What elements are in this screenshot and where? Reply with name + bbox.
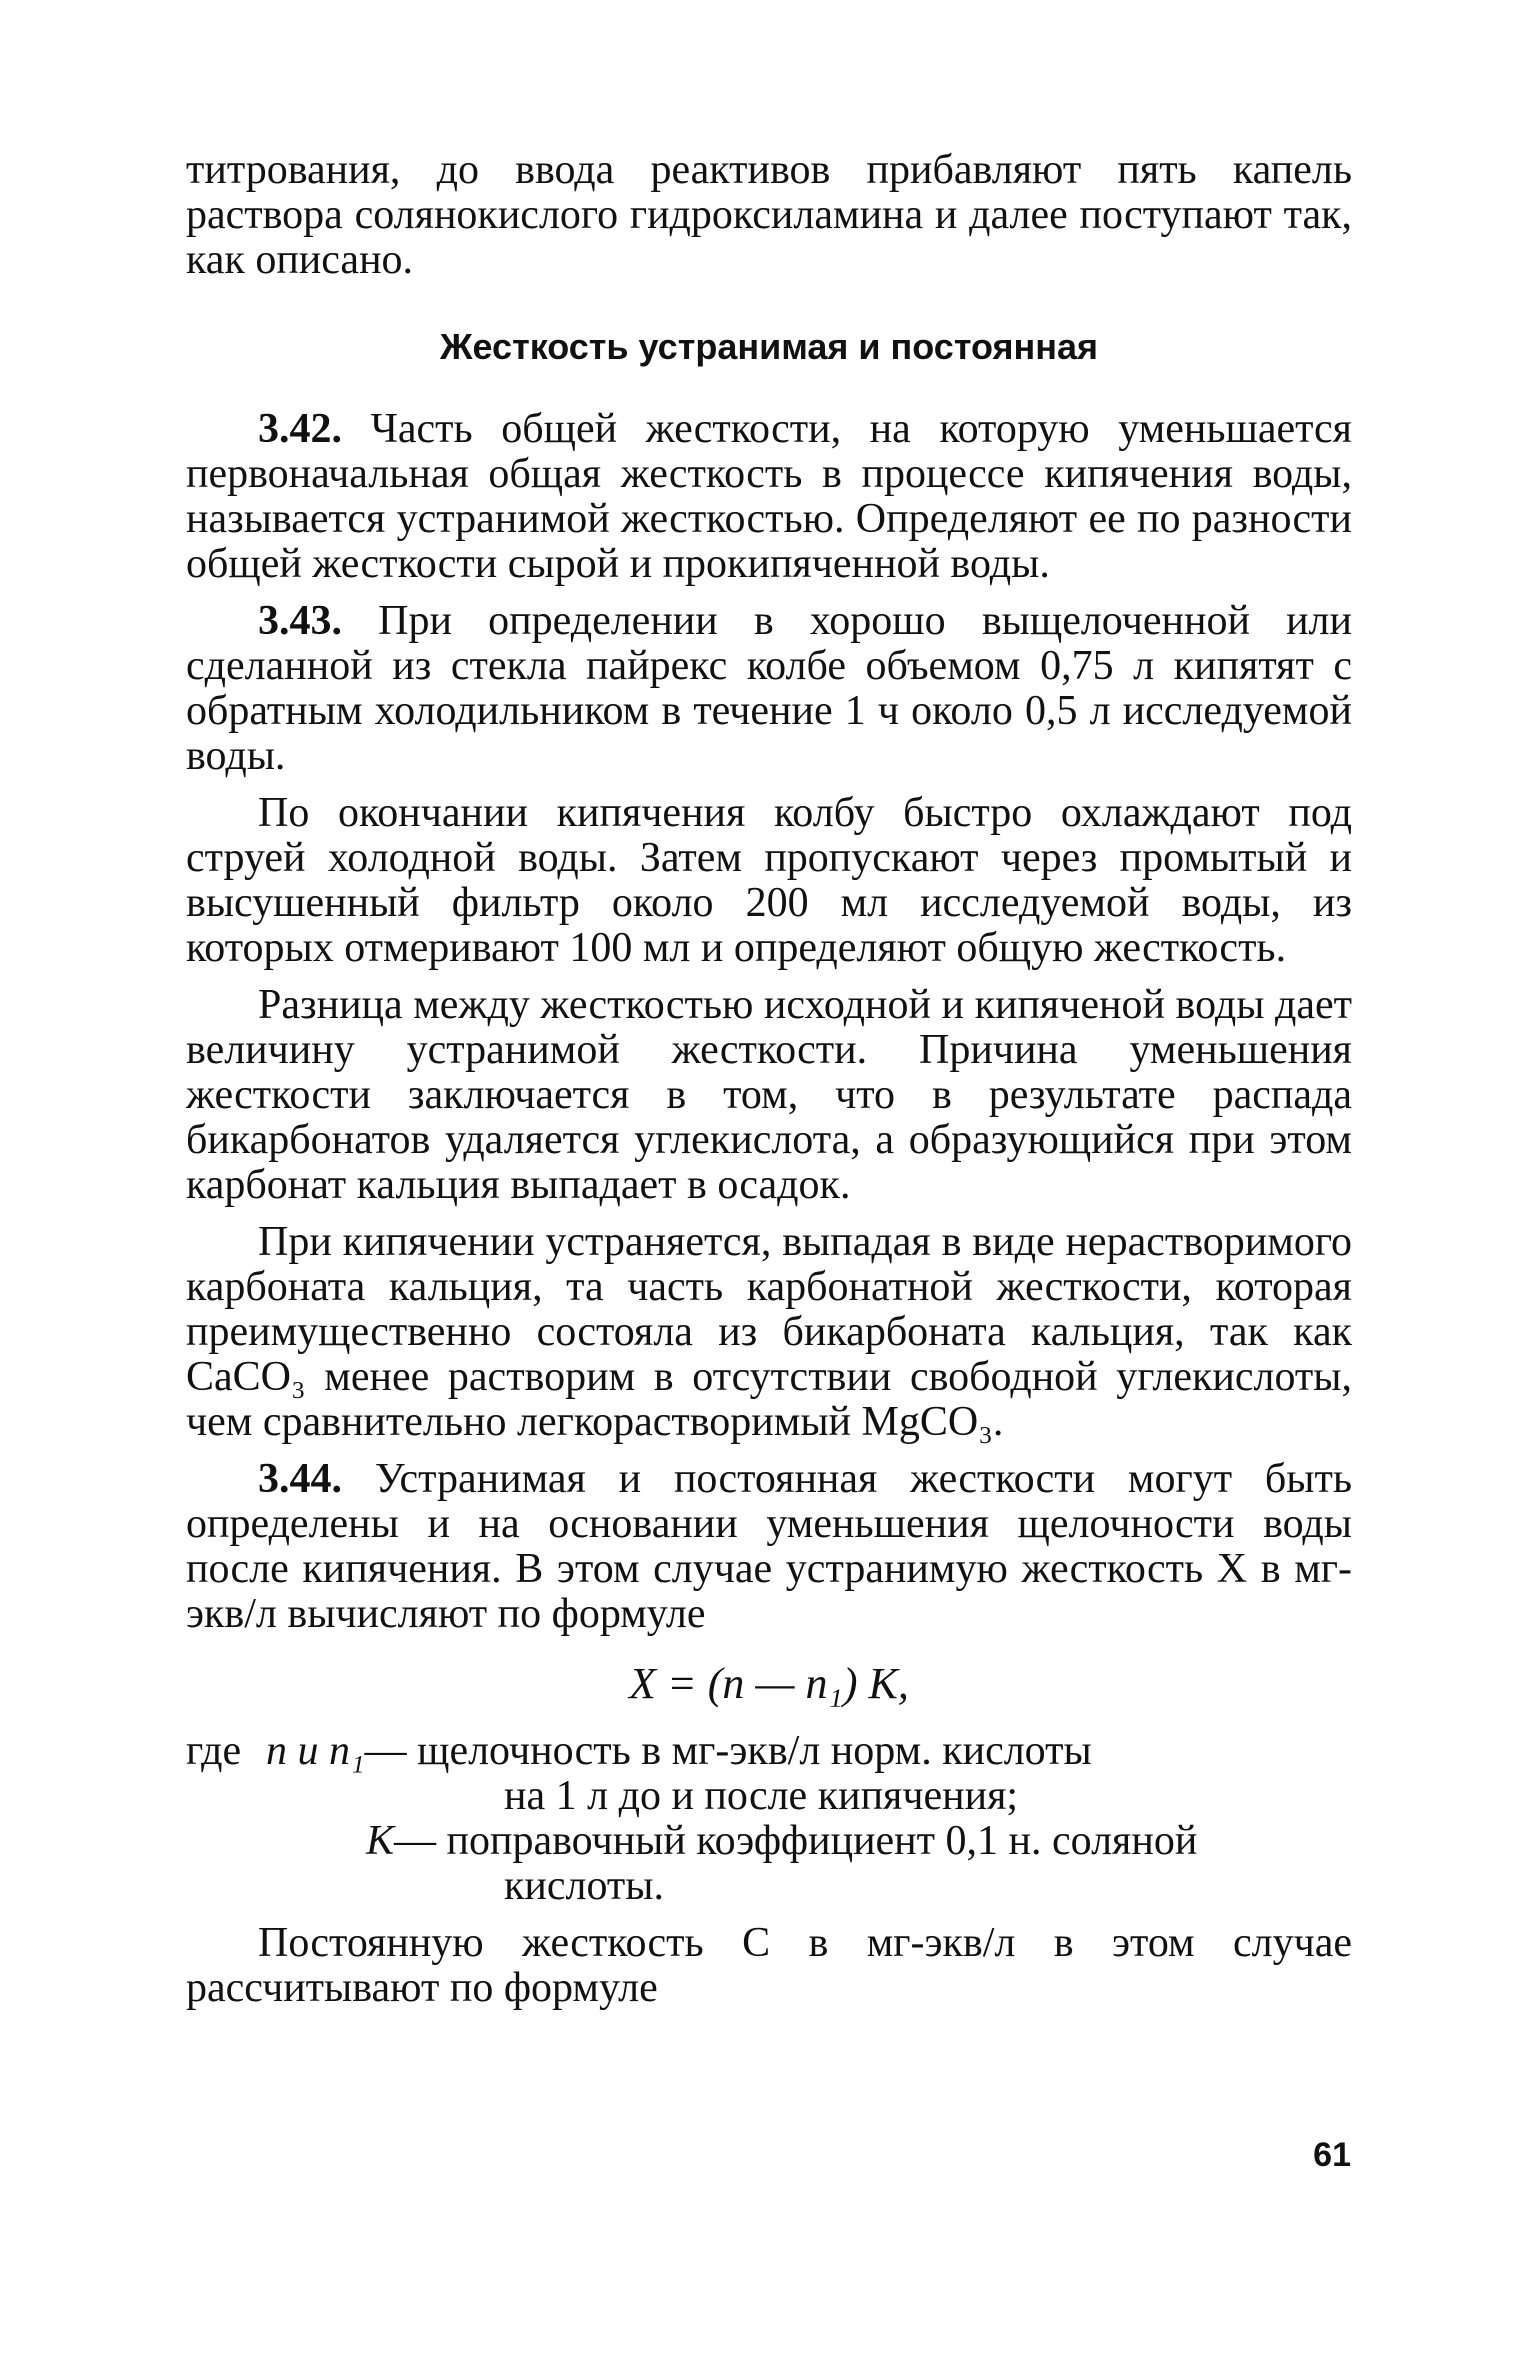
where-row-n bbox=[186, 1729, 1352, 1774]
paragraph-3-43 bbox=[186, 599, 1352, 779]
paragraph-3-42 bbox=[186, 407, 1352, 587]
formula-x bbox=[186, 1659, 1352, 1709]
formula-x-text: X = (n — n₁) K, bbox=[629, 1659, 909, 1708]
paragraph-constant: Постоянную жесткость C в мг-экв/л в этом случае рассчитывают по формуле bbox=[186, 1920, 1352, 2011]
clause-number-3-43: 3.43. bbox=[258, 598, 342, 644]
paragraph-3-44 bbox=[186, 1457, 1352, 1637]
where-k-key: K bbox=[366, 1818, 395, 1864]
paragraph-3-42-text: Часть общей жесткости, на которую уменьшается первоначальная общая жесткость в процессе кипячения воды, называется устранимой жесткостью. Определяют ее по разности общей жесткости сырой и прокипяченной воды. bbox=[186, 406, 1352, 587]
where-row-k bbox=[186, 1819, 1352, 1864]
where-k-text: — поправочный коэффициент 0,1 н. соляной bbox=[394, 1818, 1198, 1864]
paragraph-cooling: По окончании кипячения колбу быстро охлаждают под струей холодной воды. Затем пропускают через промытый и высушенный фильтр около 200 мл исследуемой воды, из которых отмеривают 100 мл и определяют общую жесткость. bbox=[186, 790, 1352, 971]
paragraph-boiling: При кипячении устраняется, выпадая в виде нерастворимого карбоната кальция, та часть карбонатной жесткости, которая преимущественно состояла из бикарбоната кальция, так как CaCO₃ менее растворим в отсутствии свободной углекислоты, чем сравнительно легкорастворимый MgCO₃. bbox=[186, 1219, 1352, 1445]
page-number: 61 bbox=[1313, 2136, 1351, 2174]
paragraph-difference: Разница между жесткостью исходной и кипяченой воды дает величину устранимой жесткости. Причина уменьшения жесткости заключается в том, что в результате распада бикарбонатов удаляется углекислота, а образующийся при этом карбонат кальция выпадает в осадок. bbox=[186, 982, 1352, 1208]
clause-number-3-44: 3.44. bbox=[258, 1456, 342, 1502]
where-n-text: — щелочность в мг-экв/л норм. кислоты bbox=[364, 1728, 1092, 1774]
clause-number-3-42: 3.42. bbox=[258, 406, 342, 452]
where-block bbox=[186, 1729, 1352, 1909]
where-lead: где bbox=[186, 1728, 242, 1774]
where-k-continuation: кислоты. bbox=[504, 1863, 665, 1909]
paragraph-3-44-text: Устранимая и постоянная жесткости могут быть определены и на основании уменьшения щелочности воды после кипячения. В этом случае устранимую жесткость X в мг-экв/л вычисляют по формуле bbox=[186, 1456, 1352, 1637]
paragraph-3-43-text: При определении в хорошо выщелоченной или сделанной из стекла пайрекс колбе объемом 0,75 л кипятят с обратным холодильником в течение 1 ч около 0,5 л исследуемой воды. bbox=[186, 598, 1352, 779]
section-heading: Жесткость устранимая и постоянная bbox=[439, 326, 1099, 367]
continuation-paragraph: титрования, до ввода реактивов прибавляют пять капель раствора солянокислого гидроксиламина и далее поступают так, как описано. bbox=[186, 147, 1352, 283]
where-n-continuation: на 1 л до и после кипячения; bbox=[504, 1773, 1019, 1819]
where-n-key: n и n₁ bbox=[266, 1728, 365, 1774]
